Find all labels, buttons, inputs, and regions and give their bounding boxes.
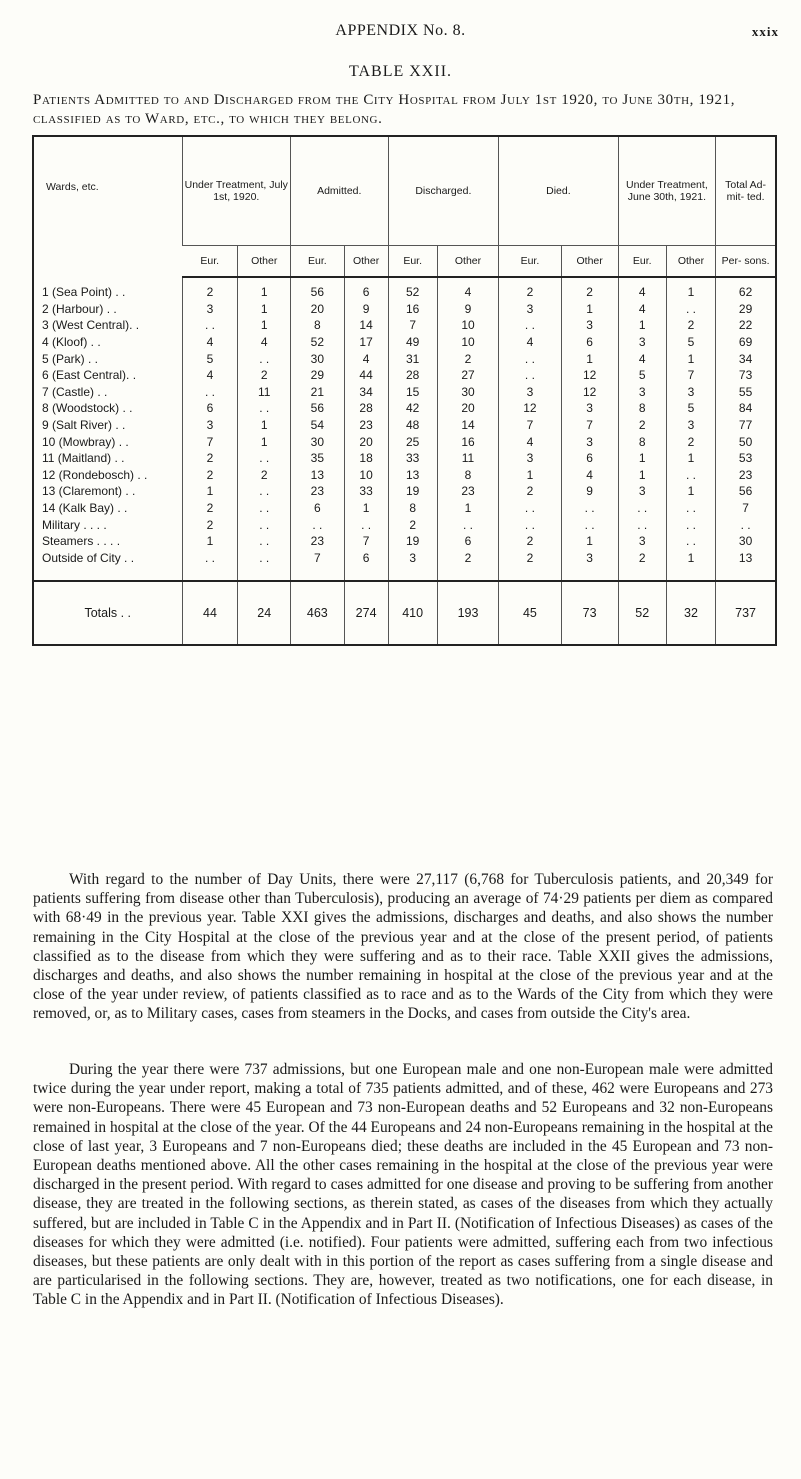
table-cell: 25: [388, 433, 437, 450]
table-cell: . .: [238, 483, 291, 500]
table-cell: 16: [437, 433, 498, 450]
table-cell: . .: [238, 350, 291, 367]
table-cell: 69: [716, 334, 776, 351]
table-cell: 1: [499, 467, 561, 484]
table-cell: 16: [388, 301, 437, 318]
total-cell: 193: [437, 581, 498, 645]
table-cell: 2: [238, 467, 291, 484]
admitted-header: Admitted.: [291, 136, 389, 245]
table-cell: 9: [344, 301, 388, 318]
table-cell: 1: [182, 483, 238, 500]
table-cell: 29: [291, 367, 345, 384]
table-row: [33, 400, 776, 417]
under-treatment-end-header: Under Treatment, June 30th, 1921.: [618, 136, 716, 245]
table-cell: 3: [618, 334, 666, 351]
table-cell: . .: [666, 467, 715, 484]
table-cell: 2: [618, 417, 666, 434]
table-row: [33, 277, 776, 301]
table-cell: 15: [388, 384, 437, 401]
table-cell: 6: [344, 277, 388, 301]
table-cell: 6: [561, 450, 618, 467]
table-cell: 7: [716, 500, 776, 517]
other-subheader: Other: [561, 245, 618, 277]
table-cell: 3: [618, 533, 666, 550]
table-cell: 4: [618, 350, 666, 367]
paragraph-admissions: During the year there were 737 admissions, but one European male and one non-European male were admitted twice during the year under report, making a total of 735 patients admitted, and of these, 462 were Europeans and 273 were non-Europeans. There were 45 European and 73 non-European deaths and 52 Europeans and 32 non-Europeans remained in hospital at the close of the year. Of the 44 Europeans and 24 non-Europeans remaining in the hospital at the close of last year, 3 Europeans and 7 non-Europeans died; these deaths are included in the 45 European and 73 non-European deaths mentioned above. All the other cases remaining in the hospital at the close of the previous year were discharged in the present period. With regard to cases admitted for one disease and proving to be suffering from another disease, they are treated in the following sections, as therein stated, as cases of the diseases from which they actually suffered, but are included in Table C in the Appendix and in Part II. (Notification of Infectious Diseases) as cases of the diseases for which they were admitted (i.e. notified). Four patients were admitted, suffering each from two infectious diseases, but these patients are only dealt with in this portion of the report as cases suffering from a single disease and are particularised in the following sections. They are, however, treated as two notifications, one for each disease, in Table C in the Appendix and in Part II. (Notification of Infectious Diseases).: [33, 1061, 773, 1309]
table-cell: 5: [182, 350, 238, 367]
table-cell: 2: [437, 350, 498, 367]
table-cell: 5: [666, 400, 715, 417]
died-header: Died.: [499, 136, 618, 245]
table-row: [33, 301, 776, 318]
table-cell: 56: [291, 400, 345, 417]
table-cell: . .: [238, 400, 291, 417]
table-cell: 9: [561, 483, 618, 500]
ward-name: 4 (Kloof) . .: [42, 335, 101, 350]
table-cell: 7: [344, 533, 388, 550]
table-cell: 1: [238, 277, 291, 301]
persons-subheader: Per- sons.: [716, 245, 776, 277]
table-cell: 28: [388, 367, 437, 384]
ward-name: 2 (Harbour) . .: [42, 301, 117, 316]
table-cell: 1: [666, 550, 715, 567]
table-cell: . .: [561, 500, 618, 517]
total-cell: 73: [561, 581, 618, 645]
table-cell: 3: [618, 483, 666, 500]
table-cell: 30: [291, 350, 345, 367]
table-cell: 3: [666, 417, 715, 434]
table-cell: 4: [561, 467, 618, 484]
table-cell: 3: [182, 301, 238, 318]
table-cell: 2: [182, 500, 238, 517]
table-cell: 23: [437, 483, 498, 500]
ward-name: 12 (Rondebosch) . .: [42, 467, 148, 482]
table-cell: 4: [238, 334, 291, 351]
table-cell: 6: [291, 500, 345, 517]
table-cell: 56: [291, 277, 345, 301]
table-cell: 22: [716, 317, 776, 334]
ward-name: 7 (Castle) . .: [42, 384, 108, 399]
table-cell: 4: [344, 350, 388, 367]
eur-subheader: Eur.: [618, 245, 666, 277]
table-cell: 3: [618, 384, 666, 401]
ward-name: 11 (Maitland) . .: [42, 451, 125, 466]
table-row: [33, 516, 776, 533]
table-cell: 8: [291, 317, 345, 334]
table-cell: 3: [499, 450, 561, 467]
table-cell: . .: [666, 516, 715, 533]
ward-name: 6 (East Central). .: [42, 368, 137, 383]
table-cell: 8: [618, 400, 666, 417]
table-cell: 23: [291, 483, 345, 500]
table-row: [33, 384, 776, 401]
total-cell: 463: [291, 581, 345, 645]
table-row: [33, 500, 776, 517]
table-cell: 17: [344, 334, 388, 351]
table-cell: 34: [716, 350, 776, 367]
table-cell: . .: [666, 533, 715, 550]
ward-name: 8 (Woodstock) . .: [42, 401, 133, 416]
ward-name: 13 (Claremont) . .: [42, 484, 136, 499]
table-cell: 3: [499, 384, 561, 401]
table-cell: 5: [666, 334, 715, 351]
table-cell: 2: [182, 467, 238, 484]
eur-subheader: Eur.: [182, 245, 238, 277]
table-cell: 1: [561, 350, 618, 367]
running-title: APPENDIX No. 8.: [335, 22, 466, 39]
total-cell: 52: [618, 581, 666, 645]
ward-name: 9 (Salt River) . .: [42, 418, 126, 433]
table-cell: 12: [499, 400, 561, 417]
table-cell: 30: [716, 533, 776, 550]
total-cell: 274: [344, 581, 388, 645]
table-cell: . .: [182, 317, 238, 334]
table-row: [33, 367, 776, 384]
table-cell: 10: [344, 467, 388, 484]
eur-subheader: Eur.: [499, 245, 561, 277]
table-cell: 23: [716, 467, 776, 484]
table-cell: 14: [344, 317, 388, 334]
table-cell: 52: [291, 334, 345, 351]
table-cell: 2: [499, 533, 561, 550]
other-subheader: Other: [437, 245, 498, 277]
table-cell: 2: [182, 450, 238, 467]
discharged-header: Discharged.: [388, 136, 499, 245]
table-cell: 1: [666, 350, 715, 367]
table-cell: 8: [388, 500, 437, 517]
table-cell: . .: [716, 516, 776, 533]
table-cell: 5: [618, 367, 666, 384]
table-cell: 34: [344, 384, 388, 401]
table-cell: 4: [182, 367, 238, 384]
table-cell: 2: [561, 277, 618, 301]
table-cell: 2: [666, 433, 715, 450]
table-row: [33, 450, 776, 467]
table-cell: 11: [437, 450, 498, 467]
table-cell: 2: [499, 550, 561, 567]
table-cell: 18: [344, 450, 388, 467]
table-cell: 77: [716, 417, 776, 434]
ward-name: Outside of City . .: [42, 550, 135, 565]
table-cell: 23: [344, 417, 388, 434]
table-cell: 1: [238, 433, 291, 450]
table-cell: 1: [618, 467, 666, 484]
other-subheader: Other: [344, 245, 388, 277]
total-cell: 24: [238, 581, 291, 645]
table-cell: 30: [437, 384, 498, 401]
table-spacer-row: [33, 566, 776, 581]
total-cell: 44: [182, 581, 238, 645]
table-cell: 4: [499, 334, 561, 351]
ward-name: 10 (Mowbray) . .: [42, 434, 129, 449]
table-cell: . .: [344, 516, 388, 533]
table-cell: 3: [561, 433, 618, 450]
ward-name: Military . . . .: [42, 517, 107, 532]
table-row: [33, 417, 776, 434]
total-cell: 32: [666, 581, 715, 645]
table-cell: . .: [666, 301, 715, 318]
table-cell: . .: [238, 533, 291, 550]
table-cell: 11: [238, 384, 291, 401]
table-cell: 3: [666, 384, 715, 401]
table-cell: . .: [182, 384, 238, 401]
total-cell: 737: [716, 581, 776, 645]
page-number: xxix: [751, 24, 779, 39]
ward-admissions-table: [32, 135, 777, 646]
table-cell: 4: [182, 334, 238, 351]
table-cell: 7: [388, 317, 437, 334]
table-cell: . .: [238, 500, 291, 517]
table-cell: 2: [182, 516, 238, 533]
table-cell: 3: [561, 400, 618, 417]
table-cell: 1: [561, 301, 618, 318]
table-cell: 1: [238, 317, 291, 334]
table-cell: 4: [618, 301, 666, 318]
table-cell: . .: [499, 367, 561, 384]
table-cell: . .: [666, 500, 715, 517]
eur-subheader: Eur.: [388, 245, 437, 277]
table-cell: 20: [291, 301, 345, 318]
table-row: [33, 550, 776, 567]
table-cell: 20: [344, 433, 388, 450]
table-cell: 7: [666, 367, 715, 384]
total-header: Total Ad- mit- ted.: [716, 136, 776, 245]
table-cell: 4: [437, 277, 498, 301]
table-cell: 30: [291, 433, 345, 450]
table-cell: 12: [561, 384, 618, 401]
table-cell: 73: [716, 367, 776, 384]
table-row: [33, 317, 776, 334]
table-cell: 2: [499, 483, 561, 500]
table-cell: 29: [716, 301, 776, 318]
table-cell: 50: [716, 433, 776, 450]
table-row: [33, 467, 776, 484]
ward-name: 1 (Sea Point) . .: [42, 284, 126, 299]
table-cell: 56: [716, 483, 776, 500]
ward-name: 14 (Kalk Bay) . .: [42, 501, 128, 516]
table-cell: 28: [344, 400, 388, 417]
table-cell: 1: [344, 500, 388, 517]
ward-name: 3 (West Central). .: [42, 318, 140, 333]
table-cell: 1: [437, 500, 498, 517]
under-treatment-start-header: Under Treatment, July 1st, 1920.: [182, 136, 290, 245]
wards-header: Wards, etc.: [46, 181, 99, 193]
table-cell: 1: [666, 277, 715, 301]
table-row: [33, 483, 776, 500]
table-cell: . .: [499, 500, 561, 517]
table-cell: 7: [291, 550, 345, 567]
table-cell: 12: [561, 367, 618, 384]
table-row: [33, 533, 776, 550]
table-cell: 44: [344, 367, 388, 384]
table-cell: 53: [716, 450, 776, 467]
table-cell: 6: [182, 400, 238, 417]
table-cell: 7: [499, 417, 561, 434]
table-cell: 35: [291, 450, 345, 467]
table-cell: 13: [716, 550, 776, 567]
table-cell: 20: [437, 400, 498, 417]
table-cell: 4: [499, 433, 561, 450]
table-cell: . .: [499, 350, 561, 367]
table-cell: 2: [388, 516, 437, 533]
total-cell: 45: [499, 581, 561, 645]
table-cell: 4: [618, 277, 666, 301]
table-cell: 62: [716, 277, 776, 301]
eur-subheader: Eur.: [291, 245, 345, 277]
table-cell: 48: [388, 417, 437, 434]
table-cell: 9: [437, 301, 498, 318]
table-cell: . .: [499, 516, 561, 533]
table-cell: 1: [666, 483, 715, 500]
table-cell: 19: [388, 533, 437, 550]
table-cell: 3: [388, 550, 437, 567]
table-cell: 2: [238, 367, 291, 384]
table-cell: . .: [618, 516, 666, 533]
table-cell: 2: [499, 277, 561, 301]
table-cell: . .: [561, 516, 618, 533]
page-header: [0, 22, 801, 46]
table-cell: . .: [238, 516, 291, 533]
table-cell: 21: [291, 384, 345, 401]
table-cell: 14: [437, 417, 498, 434]
table-cell: 2: [437, 550, 498, 567]
other-subheader: Other: [238, 245, 291, 277]
table-cell: 42: [388, 400, 437, 417]
table-cell: 1: [238, 417, 291, 434]
table-row: [33, 334, 776, 351]
table-title: TABLE XXII.: [348, 63, 453, 80]
paragraph-day-units: With regard to the number of Day Units, there were 27,117 (6,768 for Tuberculosis patients, and 20,349 for patients suffering from disease other than Tuberculosis), producing an average of 74·29 patients per diem as compared with 68·49 in the previous year. Table XXI gives the admissions, discharges and deaths, and also shows the number remaining in the City Hospital at the close of the previous year and at the close of the present period, of patients classified as to the disease from which they were suffering and as to their race. Table XXII gives the admissions, discharges and deaths, and also shows the number remaining in hospital at the close of the previous year and at the close of the year under review, of patients classified as to race and as to the Wards of the City from which they were removed, or, as to Military cases, cases from steamers in the Docks, and cases from outside the City's area.: [33, 871, 773, 1023]
totals-label: Totals . .: [33, 581, 182, 645]
table-cell: 6: [561, 334, 618, 351]
table-cell: 27: [437, 367, 498, 384]
ward-name: Steamers . . . .: [42, 534, 121, 549]
other-subheader: Other: [666, 245, 715, 277]
table-cell: 23: [291, 533, 345, 550]
table-cell: 2: [666, 317, 715, 334]
table-row: [33, 433, 776, 450]
table-cell: 19: [388, 483, 437, 500]
table-cell: . .: [238, 450, 291, 467]
table-cell: . .: [238, 550, 291, 567]
table-cell: 7: [561, 417, 618, 434]
ward-name: 5 (Park) . .: [42, 351, 99, 366]
table-cell: 10: [437, 317, 498, 334]
table-cell: 33: [344, 483, 388, 500]
table-cell: 3: [182, 417, 238, 434]
table-cell: . .: [499, 317, 561, 334]
table-cell: 3: [561, 550, 618, 567]
table-cell: 1: [238, 301, 291, 318]
table-cell: 1: [618, 317, 666, 334]
table-row: [33, 350, 776, 367]
table-cell: 13: [291, 467, 345, 484]
table-cell: 54: [291, 417, 345, 434]
table-cell: 52: [388, 277, 437, 301]
table-cell: 49: [388, 334, 437, 351]
table-cell: 31: [388, 350, 437, 367]
table-cell: 1: [182, 533, 238, 550]
table-cell: 10: [437, 334, 498, 351]
table-cell: 33: [388, 450, 437, 467]
totals-row: [33, 581, 776, 645]
table-cell: 6: [344, 550, 388, 567]
table-cell: 2: [618, 550, 666, 567]
table-cell: 1: [618, 450, 666, 467]
table-cell: . .: [291, 516, 345, 533]
table-cell: 8: [618, 433, 666, 450]
table-cell: 3: [499, 301, 561, 318]
table-cell: 3: [561, 317, 618, 334]
table-cell: 1: [561, 533, 618, 550]
table-cell: 55: [716, 384, 776, 401]
total-cell: 410: [388, 581, 437, 645]
table-cell: 1: [666, 450, 715, 467]
table-cell: 84: [716, 400, 776, 417]
table-cell: 6: [437, 533, 498, 550]
table-cell: . .: [182, 550, 238, 567]
table-cell: 2: [182, 277, 238, 301]
table-cell: . .: [618, 500, 666, 517]
table-cell: 8: [437, 467, 498, 484]
table-cell: 7: [182, 433, 238, 450]
table-cell: 13: [388, 467, 437, 484]
table-cell: . .: [437, 516, 498, 533]
table-caption: Patients Admitted to and Discharged from the City Hospital from July 1st 1920, to June 30th, 1921, classified as to Ward, etc., to which they belong.: [33, 92, 736, 127]
